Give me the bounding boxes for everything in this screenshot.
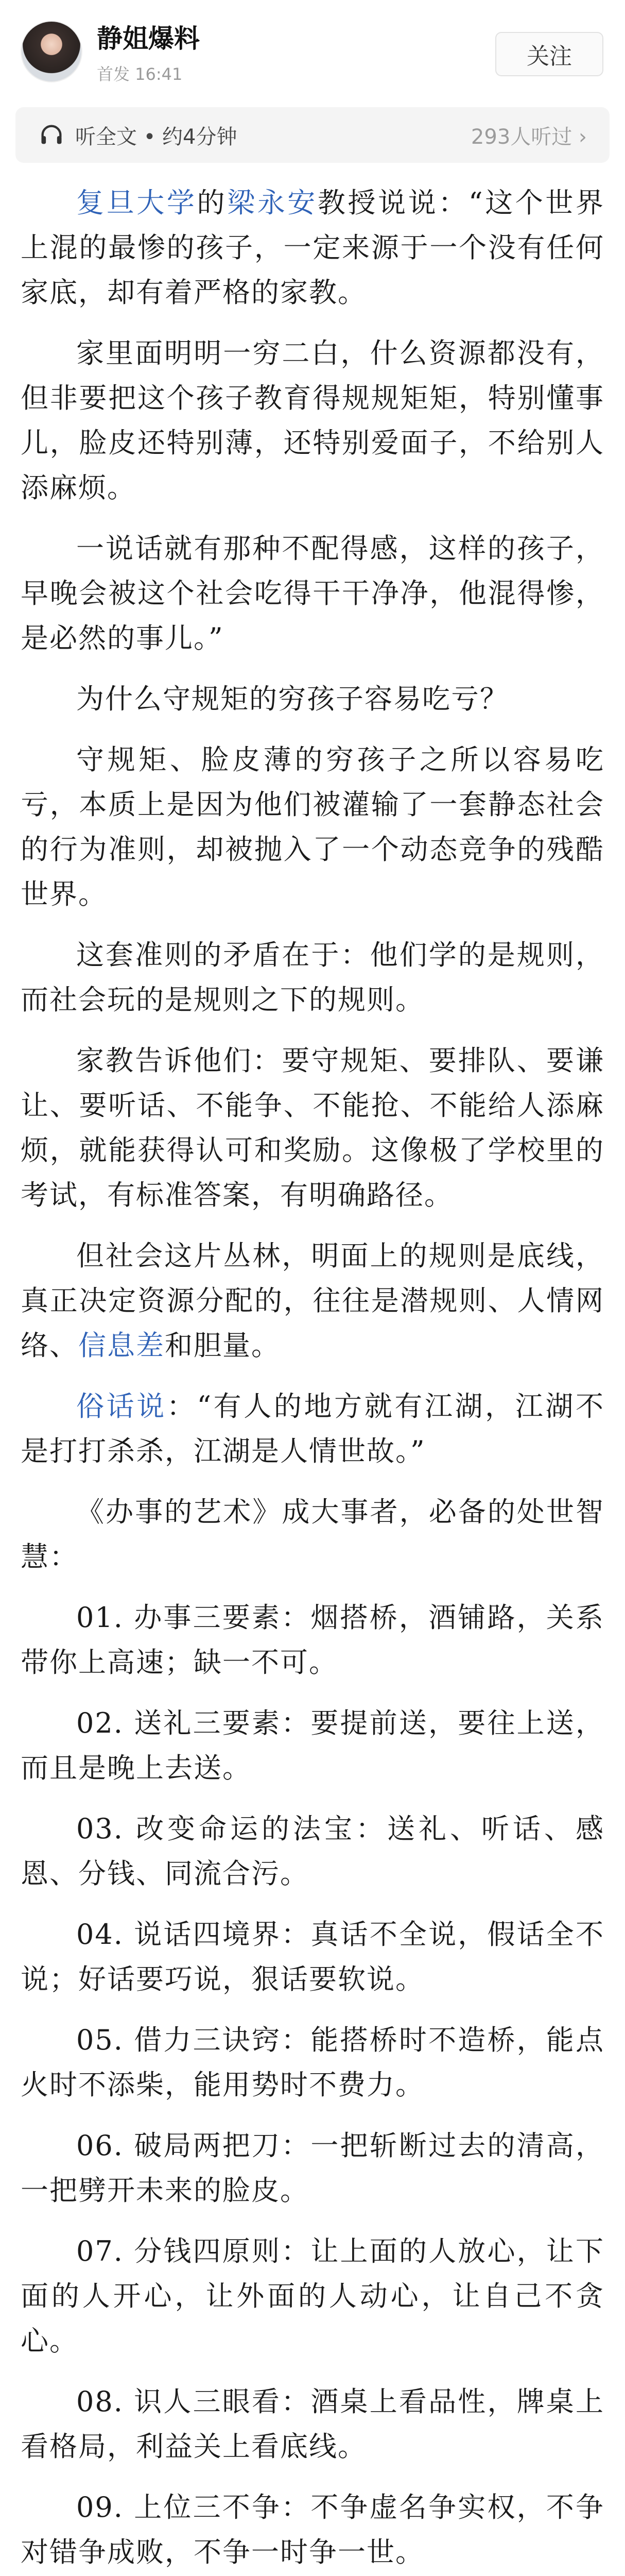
link-fudan[interactable]: 复旦大学	[76, 187, 197, 219]
paragraph: 家里面明明一穷二白，什么资源都没有，但非要把这个孩子教育得规规矩矩，特别懂事儿，脸皮还特别薄，还特别爱面子，不给别人添麻烦。	[21, 337, 604, 504]
listen-full-text-bar[interactable]	[15, 107, 610, 163]
list-item: 01. 办事三要素：烟搭桥，酒铺路，关系带你上高速；缺一不可。	[21, 1601, 604, 1679]
list-item: 07. 分钱四原则：让上面的人放心，让下面的人开心，让外面的人动心，让自己不贪心。	[21, 2235, 604, 2357]
paragraph: 这套准则的矛盾在于：他们学的是规则，而社会玩的是规则之下的规则。	[21, 939, 604, 1016]
follow-button[interactable]: 关注	[495, 32, 603, 76]
paragraph: 一说话就有那种不配得感，这样的孩子，早晚会被这个社会吃得干干净净，他混得惨，是必然的事儿。”	[21, 532, 604, 654]
listen-count: 293人听过 ›	[471, 125, 587, 149]
article-body	[0, 163, 625, 2576]
list-item: 04. 说话四境界：真话不全说，假话全不说；好话要巧说，狠话要软说。	[21, 1918, 604, 1995]
list-item: 09. 上位三不争：不争虚名争实权，不争对错争成败，不争一时争一世。	[21, 2491, 604, 2568]
publish-meta: 首发 16:41	[97, 64, 183, 84]
list-item: 08. 识人三眼看：酒桌上看品性，牌桌上看格局，利益关上看底线。	[21, 2385, 604, 2463]
list-item: 05. 借力三诀窍：能搭桥时不造桥，能点火时不添柴，能用势时不费力。	[21, 2024, 604, 2101]
paragraph: 但社会这片丛林，明面上的规则是底线，真正决定资源分配的，往往是潜规则、人情网络、信息差和胆量。	[21, 1240, 604, 1362]
link-liangyongan[interactable]: 梁永安	[227, 187, 318, 219]
list-item: 06. 破局两把刀：一把斩断过去的清高，一把劈开未来的脸皮。	[21, 2129, 604, 2207]
paragraph: 守规矩、脸皮薄的穷孩子之所以容易吃亏，本质上是因为他们被灌输了一套静态社会的行为准则，却被抛入了一个动态竞争的残酷世界。	[21, 743, 604, 910]
listen-label: 听全文 • 约4分钟	[75, 125, 237, 149]
author-avatar[interactable]	[21, 21, 82, 82]
paragraph: 《办事的艺术》成大事者，必备的处世智慧：	[21, 1496, 604, 1573]
headphones-icon	[38, 122, 65, 148]
link-info-gap[interactable]: 信息差	[78, 1329, 165, 1362]
paragraph: 复旦大学的梁永安教授说说：“这个世界上混的最惨的孩子，一定来源于一个没有任何家底，却有着严格的家教。	[21, 187, 605, 309]
paragraph: 家教告诉他们：要守规矩、要排队、要谦让、要听话、不能争、不能抢、不能给人添麻烦，就能获得认可和奖励。这像极了学校里的考试，有标准答案，有明确路径。	[21, 1044, 604, 1211]
section-heading: 为什么守规矩的穷孩子容易吃亏？	[76, 683, 509, 715]
author-header	[0, 0, 625, 103]
author-name[interactable]: 静姐爆料	[97, 23, 200, 54]
paragraph: 俗话说：“有人的地方就有江湖，江湖不是打打杀杀，江湖是人情世故。”	[21, 1390, 605, 1467]
list-item: 02. 送礼三要素：要提前送，要往上送，而且是晚上去送。	[21, 1707, 604, 1784]
list-item: 03. 改变命运的法宝：送礼、听话、感恩、分钱、同流合污。	[21, 1812, 604, 1890]
author-info	[97, 18, 200, 85]
link-proverb[interactable]: 俗话说	[76, 1390, 167, 1422]
